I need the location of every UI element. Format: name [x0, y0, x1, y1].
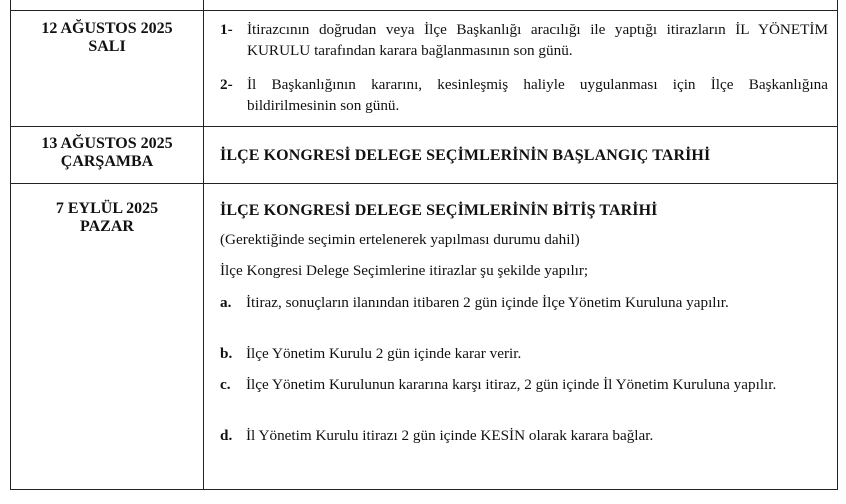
list-item-text: İl Yönetim Kurulu itirazı 2 gün içinde KESİN olarak karara bağlar. — [246, 427, 654, 444]
list-item-text: İtiraz, sonuçların ilanından itibaren 2 gün içinde İlçe Yönetim Kuruluna yapılır. — [246, 294, 729, 311]
row-date — [10, 20, 204, 56]
list-item-text: İlçe Yönetim Kurulunun kararına karşı itiraz, 2 gün içinde İl Yönetim Kuruluna yapılır. — [246, 376, 777, 393]
section-heading: İLÇE KONGRESİ DELEGE SEÇİMLERİNİN BAŞLANGIÇ TARİHİ — [220, 147, 711, 164]
row-border — [10, 126, 838, 127]
row-date-line1: 12 AĞUSTOS 2025 — [41, 20, 173, 37]
list-item — [220, 75, 828, 116]
list-item-marker: 1- — [220, 21, 233, 38]
section-heading: İLÇE KONGRESİ DELEGE SEÇİMLERİNİN BİTİŞ TARİHİ — [220, 202, 658, 219]
row-date-line2: PAZAR — [80, 218, 134, 235]
row-border — [10, 10, 838, 11]
list-item-text: İlçe Yönetim Kurulu 2 gün içinde karar verir. — [246, 345, 522, 362]
list-item-marker: c. — [220, 376, 231, 393]
list-item-marker: b. — [220, 345, 233, 362]
row-border — [10, 183, 838, 184]
row-date-line2: SALI — [88, 38, 126, 55]
list-item — [220, 20, 828, 61]
list-item-marker: a. — [220, 294, 232, 311]
row-date-line2: ÇARŞAMBA — [60, 153, 154, 170]
row-border — [10, 489, 838, 490]
list-item-text: İl Başkanlığının kararını, kesinleşmiş haliyle uygulanması için İlçe Başkanlığına bildirilmesinin son günü. — [247, 76, 828, 114]
list-item-text: İtirazcının doğrudan veya İlçe Başkanlığı aracılığı ile yaptığı itirazların İL YÖNETİM KURULU tarafından karara bağlanmasının son günü. — [247, 21, 828, 59]
section-note: (Gerektiğinde seçimin ertelenerek yapılması durumu dahil) — [220, 231, 580, 248]
row-date-line1: 7 EYLÜL 2025 — [55, 200, 159, 217]
list-item-marker: 2- — [220, 76, 233, 93]
list-item-marker: d. — [220, 427, 233, 444]
column-divider — [203, 0, 204, 490]
list-item — [220, 344, 828, 365]
list-item — [220, 375, 828, 396]
section-intro: İlçe Kongresi Delege Seçimlerine itirazlar şu şekilde yapılır; — [220, 262, 589, 279]
row-date — [10, 135, 204, 171]
list-item — [220, 426, 828, 447]
list-item — [220, 293, 828, 314]
row-date-line1: 13 AĞUSTOS 2025 — [41, 135, 173, 152]
row-date — [10, 200, 204, 236]
